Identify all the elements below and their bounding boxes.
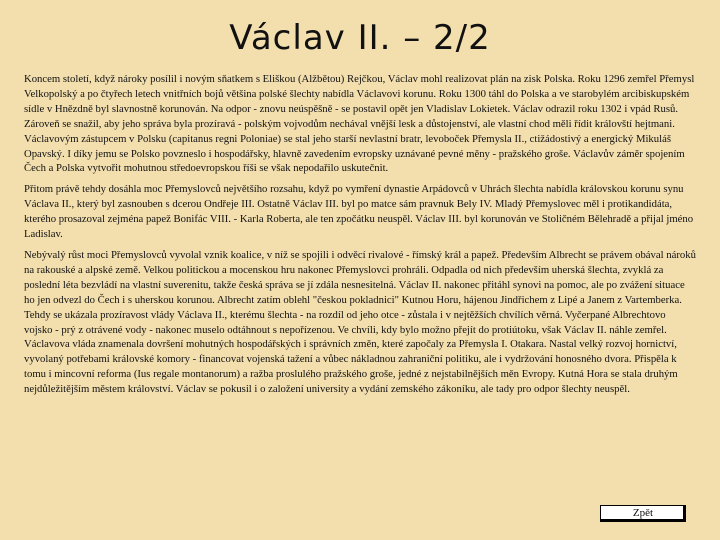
paragraph-poland: Koncem století, když nároky posílil i novým sňatkem s Eliškou (Alžbětou) Rejčkou, Václav mohl realizovat plán na zisk Polska. Roku 1296 zemřel Přemysl Velkopolský a po čtyřech letech vnitřních bojů většina polské šlechty nabídla Václavovi korunu. Roku 1300 táhl do Polska a ve starobylém arcibiskupském sídle v Hnězdně byl slavnostně korunován. Na odpor - znovu neúspěšně - se postavil opět jen Vladislav Lokietek. Václav odrazil roku 1302 i vpád Rusů. Zároveň se snažil, aby jeho správa byla prozíravá - polským vojvodům nechával vnější lesk a důstojenství, ale vlastní chod měli řídit královští hejtmani. Václavovým zástupcem v Polsku (capitanus regni Poloniae) se stal jeho starší nevlastní bratr, levoboček Přemysla II., ctižádostivý a energický Mikuláš Opavský. I díky jemu se Polsko povzneslo i hospodářsky, hlavně zavedením evropsky uznávané pevné měny - pražského groše. Václavův záměr spojením Čech a Polska vytvořit mohutnou středoevropskou říši se však nepodařilo uskutečnit. bbox=[24, 73, 695, 175]
back-button[interactable]: Zpět bbox=[600, 505, 686, 522]
paragraph-hungary: Přitom právě tehdy dosáhla moc Přemyslovců největšího rozsahu, když po vymření dynastie Arpádovců v Uhrách šlechta nabídla královskou korunu synu Václava II., který byl zasnouben s dcerou Ondřeje III. Ostatně Václav III. byl po matce sám pravnuk Bely IV. Mladý Přemyslovec měl i protikandidáta, kterého prosazoval zejména papež Bonifác VIII. - Karla Roberta, ale ten zpočátku neuspěl. Václav III. byl korunován ve Stoličném Bělehradě a přijal jméno Ladislav. bbox=[24, 183, 694, 241]
paragraph-coalition: Nebývalý růst moci Přemyslovců vyvolal vznik koalice, v níž se spojili i odvěcí rivalové - římský král a papež. Především Albrecht se právem obával nároků na rakouské a alpské země. Velkou politickou a mocenskou hru nakonec Přemyslovci prohráli. Odpadla od nich především uherská šlechta, zvyklá za poslední léta bezvládí na vlastní suverenitu, takže česká správa se jí zdála nesnesitelná. Václav II. nakonec přitáhl synovi na pomoc, ale po zvážení situace ho jen odvezl do Čech i s uherskou korunou. Albrecht zatím oblehl "českou pokladnici" Kutnou Horu, hájenou Jindřichem z Lipé a Janem z Vartemberka. Tehdy se ukázala prozíravost vlády Václava II., kterému šlechta - na rozdíl od jeho otce - zůstala i v nejtěžších chvílích věrná. Vyčerpané Albrechtovo vojsko - prý z otrávené vody - nakonec muselo odtáhnout s nepořízenou. Ve chvíli, kdy bylo možno přejít do protiútoku, však Václav II. náhle zemřel. Václavova vláda znamenala dovršení mohutných hospodářských i správních změn, které započaly za Přemysla I. Otakara. Nastal velký rozvoj hornictví, vyvolaný potřebami královské komory - financovat vojenská tažení a vůbec nákladnou zahraniční politiku, ale i vydržování honosného dvora. Přispěla k tomu i mincovní reforma (Ius regale montanorum) a ražba proslulého pražského groše, jedné z nejstabilnějších měn Evropy. Kutná Hora se stala druhým nejdůležitějším městem království. Václav se pokusil i o založení university a vydání zemského zákoníku, ale tady pro odpor šlechty neuspěl. bbox=[24, 248, 696, 396]
main-text bbox=[24, 72, 696, 403]
page-title: Václav II. – 2/2 bbox=[229, 18, 491, 58]
